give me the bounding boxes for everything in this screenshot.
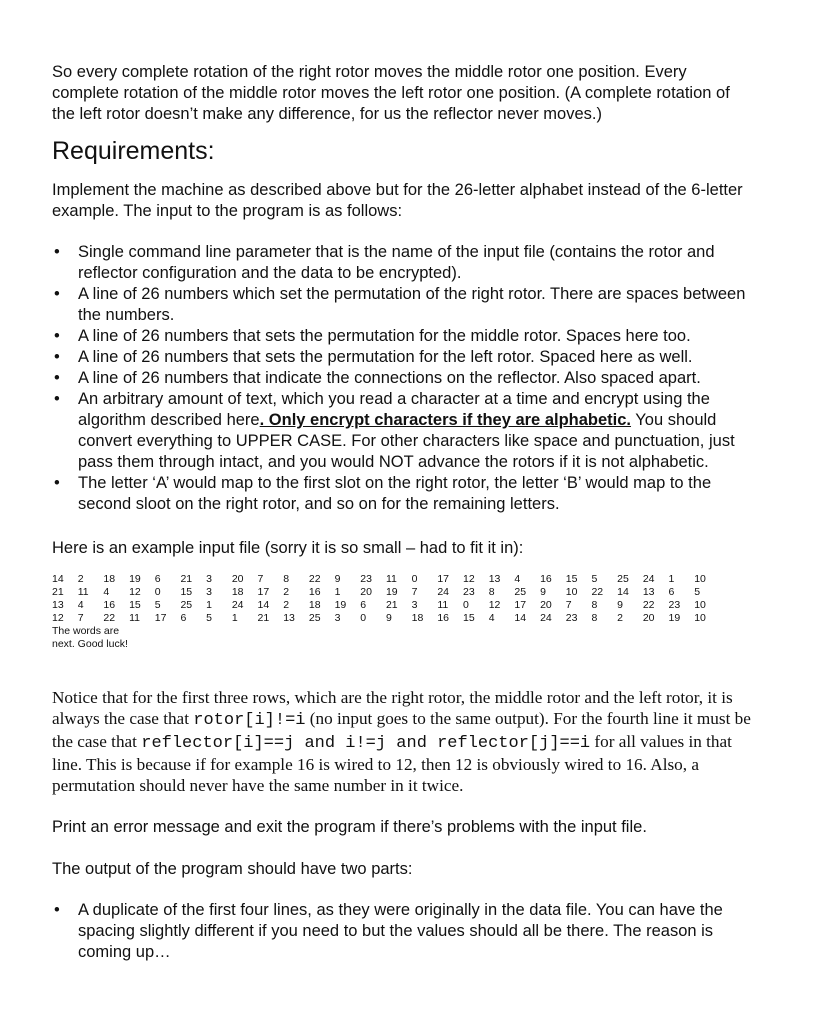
table-cell: 1 [668, 573, 675, 585]
table-cell: 2 [617, 612, 623, 624]
table-cell: 17 [437, 573, 449, 585]
table-cell: 24 [540, 612, 552, 624]
requirements-heading: Requirements: [52, 137, 215, 165]
table-cell: 21 [257, 612, 270, 624]
table-cell: 23 [463, 586, 475, 598]
table-cell: 16 [308, 586, 321, 598]
table-cell: 15 [180, 586, 193, 598]
code-snippet: rotor[i]!=i [193, 711, 306, 730]
table-cell: 0 [154, 586, 161, 598]
table-cell: 10 [694, 573, 706, 585]
input-requirements-list [52, 242, 752, 515]
table-row [52, 573, 720, 586]
table-cell: 18 [308, 599, 321, 611]
table-cell: 3 [334, 612, 341, 624]
table-cell: 25 [180, 599, 193, 611]
list-item: • A duplicate of the first four lines, as they were originally in the data file. You can have the spacing slightly different if you need to but the values should all be there. The reason is coming up… [52, 900, 752, 963]
table-cell: 7 [77, 612, 84, 624]
table-cell: 1 [334, 586, 341, 598]
table-cell: 14 [514, 612, 527, 624]
table-cell: 16 [103, 599, 116, 611]
table-cell: 0 [411, 573, 418, 585]
table-cell: 0 [463, 599, 469, 611]
table-cell: 16 [437, 612, 449, 624]
example-input-table [52, 573, 720, 625]
list-item: • A line of 26 numbers that sets the permutation for the left rotor. Spaced here as well. [52, 347, 752, 368]
table-cell: 2 [283, 586, 290, 598]
table-cell: 18 [231, 586, 244, 598]
example-words-line: next. Good luck! [52, 638, 128, 650]
table-cell: 3 [206, 573, 212, 585]
table-cell: 22 [103, 612, 116, 624]
table-row [52, 586, 720, 599]
table-cell: 4 [514, 573, 521, 585]
example-words-line: The words are [52, 625, 120, 637]
table-cell: 14 [257, 599, 270, 611]
table-cell: 3 [411, 599, 418, 611]
list-item: • Single command line parameter that is the name of the input file (contains the rotor and reflector configuration and the data to be encrypted). [52, 242, 752, 284]
table-cell: 4 [77, 599, 84, 611]
table-cell: 5 [154, 599, 161, 611]
table-cell: 3 [206, 586, 212, 598]
table-cell: 10 [565, 586, 578, 598]
table-cell: 12 [129, 586, 141, 598]
table-cell: 19 [668, 612, 681, 624]
table-cell: 15 [463, 612, 475, 624]
table-cell: 1 [206, 599, 212, 611]
table-cell: 10 [694, 599, 706, 611]
table-cell: 12 [463, 573, 475, 585]
table-cell: 21 [52, 586, 64, 598]
list-item: • A line of 26 numbers that sets the permutation for the middle rotor. Spaces here too. [52, 326, 752, 347]
output-paragraph: The output of the program should have two parts: [52, 860, 413, 878]
document-page [52, 62, 752, 963]
table-cell: 14 [617, 586, 629, 598]
table-cell: 19 [385, 586, 398, 598]
table-cell: 6 [154, 573, 161, 585]
table-cell: 23 [360, 573, 372, 585]
example-title: Here is an example input file (sorry it is so small – had to fit it in): [52, 539, 524, 557]
table-cell: 13 [283, 612, 295, 624]
table-cell: 1 [231, 612, 238, 624]
table-cell: 24 [231, 599, 244, 611]
table-cell: 9 [385, 612, 392, 624]
table-cell: 24 [642, 573, 655, 585]
table-cell: 11 [437, 599, 449, 611]
table-cell: 17 [154, 612, 167, 624]
table-cell: 20 [231, 573, 244, 585]
table-cell: 19 [334, 599, 347, 611]
table-cell: 5 [591, 573, 598, 585]
table-cell: 4 [103, 586, 110, 598]
table-cell: 7 [565, 599, 572, 611]
table-cell: 22 [308, 573, 321, 585]
table-cell: 2 [283, 599, 290, 611]
table-cell: 21 [385, 599, 398, 611]
table-cell: 9 [540, 586, 546, 598]
table-cell: 22 [642, 599, 655, 611]
table-cell: 18 [103, 573, 116, 585]
notice-text: Notice that for the first three rows, which are the right rotor, the middle rotor and the left rotor, it is always the case that [52, 688, 733, 728]
table-cell: 23 [668, 599, 681, 611]
table-cell: 7 [257, 573, 264, 585]
table-cell: 25 [617, 573, 629, 585]
code-snippet: reflector[i]==j and i!=j and reflector[j]==i [141, 734, 591, 753]
list-item [52, 389, 752, 473]
table-cell: 22 [591, 586, 604, 598]
table-cell: 6 [668, 586, 675, 598]
list-item: • The letter ‘A’ would map to the first slot on the right rotor, the letter ‘B’ would map to the second sloot on the right rotor, and so on for the remaining letters. [52, 473, 752, 515]
table-cell: 8 [591, 612, 598, 624]
emphasis-text: . Only encrypt characters if they are alphabetic. [259, 411, 632, 429]
table-cell: 8 [283, 573, 290, 585]
table-cell: 24 [437, 586, 449, 598]
table-cell: 11 [129, 612, 140, 624]
table-cell: 8 [591, 599, 598, 611]
table-cell: 23 [565, 612, 578, 624]
table-cell: 13 [52, 599, 64, 611]
table-cell: 6 [360, 599, 367, 611]
bullet-text: You should convert everything to UPPER CASE. For other characters like space and punctuation, just pass them through intact, and you would NOT advance the rotors if it is not alphabetic. [78, 411, 735, 471]
table-cell: 5 [206, 612, 212, 624]
table-cell: 15 [565, 573, 578, 585]
table-cell: 20 [540, 599, 552, 611]
table-cell: 16 [540, 573, 552, 585]
notice-text: (no input goes to the same output). For the fourth line it must be the case that [52, 709, 751, 751]
table-cell: 15 [129, 599, 141, 611]
table-cell: 19 [129, 573, 141, 585]
intro-paragraph: So every complete rotation of the right rotor moves the middle rotor one position. Every complete rotation of the middle rotor moves the left rotor one position. (A complete rotation of the left rotor doesn’t make any difference, for us the reflector never moves.) [52, 63, 730, 123]
implementation-paragraph: Implement the machine as described above but for the 26-letter alphabet instead of the 6-letter example. The input to the program is as follows: [52, 181, 743, 220]
notice-text: for all values in that line. This is because if for example 16 is wired to 12, then 12 is obviously wired to 16. Also, a permutation should never have the same number in it twice. [52, 732, 732, 795]
table-cell: 14 [52, 573, 64, 585]
table-cell: 21 [180, 573, 193, 585]
list-item: • A line of 26 numbers which set the permutation of the right rotor. There are spaces between the numbers. [52, 284, 752, 326]
table-cell: 0 [360, 612, 367, 624]
table-cell: 20 [642, 612, 655, 624]
table-row [52, 612, 720, 625]
table-cell: 10 [694, 612, 706, 624]
table-cell: 2 [77, 573, 84, 585]
table-cell: 12 [52, 612, 64, 624]
list-item: • A line of 26 numbers that indicate the connections on the reflector. Also spaced apart. [52, 368, 752, 389]
output-requirements-list [52, 900, 752, 963]
table-cell: 7 [411, 586, 418, 598]
table-cell: 25 [514, 586, 527, 598]
table-cell: 18 [411, 612, 424, 624]
bullet-text: An arbitrary amount of text, which you read a character at a time and encrypt using the algorithm described here [78, 390, 710, 429]
table-cell: 9 [334, 573, 341, 585]
error-paragraph: Print an error message and exit the program if there’s problems with the input file. [52, 818, 647, 836]
table-cell: 20 [360, 586, 372, 598]
table-cell: 6 [180, 612, 187, 624]
notice-paragraph [52, 687, 752, 796]
table-cell: 8 [488, 586, 495, 598]
table-cell: 5 [694, 586, 701, 598]
table-cell: 11 [77, 586, 89, 598]
table-row [52, 599, 720, 612]
table-cell: 13 [488, 573, 501, 585]
table-cell: 17 [257, 586, 270, 598]
table-cell: 12 [488, 599, 501, 611]
table-cell: 25 [308, 612, 321, 624]
table-cell: 4 [488, 612, 495, 624]
table-cell: 11 [385, 573, 397, 585]
table-cell: 13 [642, 586, 655, 598]
table-cell: 17 [514, 599, 527, 611]
table-cell: 9 [617, 599, 623, 611]
